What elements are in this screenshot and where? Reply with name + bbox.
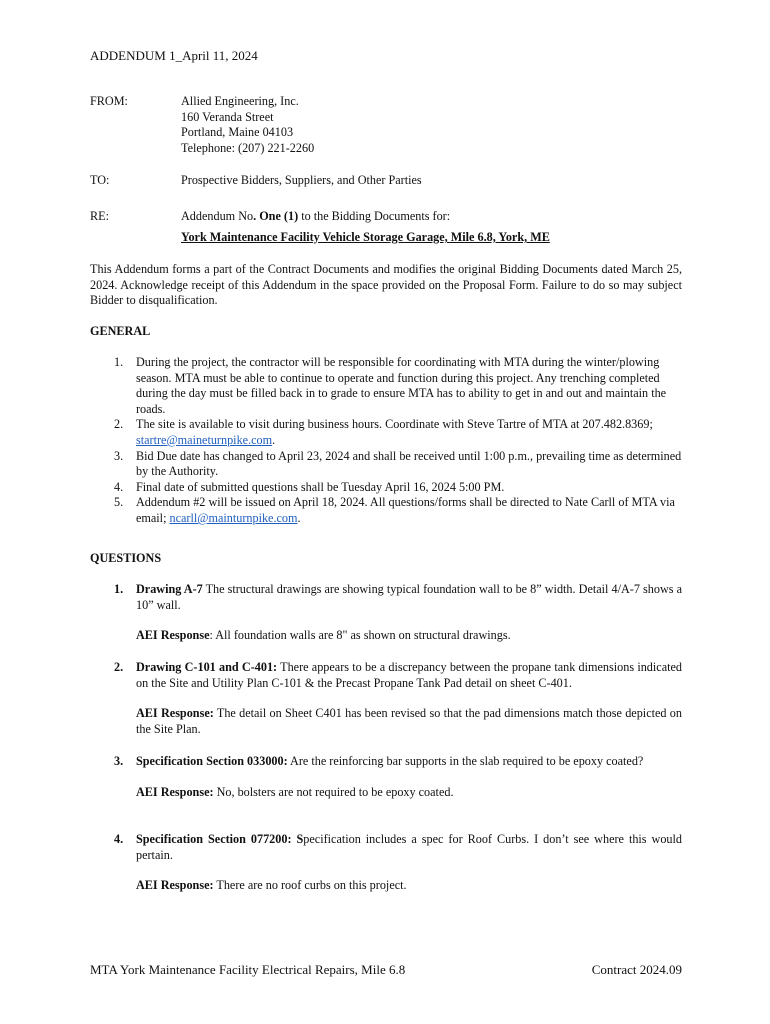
footer-contract: Contract 2024.09 bbox=[591, 962, 682, 977]
question-item bbox=[90, 660, 682, 737]
re-line bbox=[181, 209, 450, 225]
item-number: 1. bbox=[114, 355, 124, 369]
question-body: pecification includes a spec for Roof Curbs. I don’t see where this would pertain. bbox=[136, 832, 682, 862]
question-text bbox=[136, 660, 682, 691]
item-number: 5. bbox=[114, 495, 124, 510]
response-label: AEI Response: bbox=[136, 706, 214, 721]
footer-project: MTA York Maintenance Facility Electrical Repairs, Mile 6.8 bbox=[90, 962, 406, 977]
question-body: Are the reinforcing bar supports in the slab required to be epoxy coated? bbox=[287, 754, 644, 768]
question-reference: Drawing C-101 and C-401: bbox=[136, 660, 278, 674]
response-text bbox=[136, 785, 682, 801]
email-link-ncarll[interactable]: ncarll@mainturnpike.com bbox=[169, 510, 298, 525]
response-text bbox=[136, 878, 682, 894]
question-body: There appears to be a discrepancy between the propane tank dimensions indicated on the Site and Utility Plan C-101 & the Precast Propane Tank Pad detail on sheet C-401. bbox=[136, 660, 682, 690]
item-text-end: . bbox=[297, 510, 301, 525]
list-item bbox=[90, 449, 682, 480]
question-number: 1. bbox=[114, 582, 124, 596]
general-list bbox=[90, 355, 682, 527]
addendum-header: ADDENDUM 1_April 11, 2024 bbox=[90, 48, 258, 63]
re-label: RE: bbox=[90, 209, 109, 223]
response-body: There are no roof curbs on this project. bbox=[213, 878, 407, 893]
question-item bbox=[90, 582, 682, 644]
from-line-2: 160 Veranda Street bbox=[181, 109, 274, 124]
re-suffix: to the Bidding Documents for: bbox=[301, 209, 451, 223]
response-label: AEI Response: bbox=[136, 784, 214, 799]
from-label: FROM: bbox=[90, 94, 128, 108]
item-text: The site is available to visit during business hours. Coordinate with Steve Tartre of MTA at 207.482.8369; bbox=[136, 417, 653, 432]
from-line-1: Allied Engineering, Inc. bbox=[181, 94, 299, 108]
question-number: 3. bbox=[114, 754, 124, 768]
to-value: Prospective Bidders, Suppliers, and Other Parties bbox=[181, 173, 422, 187]
question-number: 2. bbox=[114, 660, 124, 674]
question-text bbox=[136, 832, 682, 863]
item-number: 4. bbox=[114, 479, 124, 494]
response-text bbox=[136, 628, 682, 644]
question-reference: Specification Section 077200: S bbox=[136, 832, 304, 846]
question-reference: Drawing A-7 bbox=[136, 582, 203, 596]
from-line-3: Portland, Maine 04103 bbox=[181, 125, 294, 139]
to-label: TO: bbox=[90, 173, 110, 187]
item-text: Addendum #2 will be issued on April 18, 2024. All questions/forms shall be directed to Nate Carll of MTA via email; bbox=[136, 495, 675, 525]
question-text bbox=[136, 582, 682, 613]
re-addendum-number: One (1) bbox=[259, 209, 299, 223]
question-item bbox=[90, 832, 682, 894]
from-line-4: Telephone: (207) 221-2260 bbox=[181, 140, 315, 155]
questions-heading: QUESTIONS bbox=[90, 551, 162, 565]
re-dot: . bbox=[253, 209, 257, 223]
item-number: 3. bbox=[114, 448, 124, 463]
response-body: The detail on Sheet C401 has been revised so that the pad dimensions match those depicted on the Site Plan. bbox=[136, 706, 682, 736]
question-number: 4. bbox=[114, 832, 124, 846]
list-item bbox=[90, 480, 682, 496]
list-item bbox=[90, 495, 682, 526]
re-prefix: Addendum No bbox=[181, 209, 254, 223]
list-item bbox=[90, 355, 682, 417]
project-title: York Maintenance Facility Vehicle Storage Garage, Mile 6.8, York, ME bbox=[181, 230, 550, 244]
question-text bbox=[136, 754, 682, 770]
intro-paragraph: This Addendum forms a part of the Contract Documents and modifies the original Bidding Documents dated March 25, 2024. Acknowledge receipt of this Addendum in the space provided on the Proposal Form. Failure to do so may subject Bidder to disqualification. bbox=[90, 262, 682, 308]
email-link-startre[interactable]: startre@maineturnpike.com bbox=[136, 432, 273, 447]
item-text-end: . bbox=[272, 432, 276, 447]
item-text: Bid Due date has changed to April 23, 2024 and shall be received until 1:00 p.m., prevailing time as determined by the Authority. bbox=[136, 448, 682, 479]
response-label: AEI Response: bbox=[136, 878, 214, 893]
response-body: : All foundation walls are 8" as shown on structural drawings. bbox=[209, 628, 511, 643]
general-heading: GENERAL bbox=[90, 324, 151, 338]
response-label: AEI Response bbox=[136, 628, 210, 643]
question-item bbox=[90, 754, 682, 800]
question-reference: Specification Section 033000: bbox=[136, 754, 288, 768]
response-body: No, bolsters are not required to be epoxy coated. bbox=[213, 784, 454, 799]
item-text: During the project, the contractor will be responsible for coordinating with MTA during the winter/plowing season. MTA must be able to continue to operate and function during this project. Any trenching completed during the day must be filled back in to grade to ensure MTA has to ability to get in and out and maintain the roads. bbox=[136, 355, 667, 416]
question-body: The structural drawings are showing typical foundation wall to be 8” width. Detail 4/A-7 shows a 10” wall. bbox=[136, 582, 682, 612]
item-text: Final date of submitted questions shall be Tuesday April 16, 2024 5:00 PM. bbox=[136, 479, 505, 494]
response-text bbox=[136, 706, 682, 737]
list-item bbox=[90, 417, 682, 448]
item-number: 2. bbox=[114, 417, 124, 432]
